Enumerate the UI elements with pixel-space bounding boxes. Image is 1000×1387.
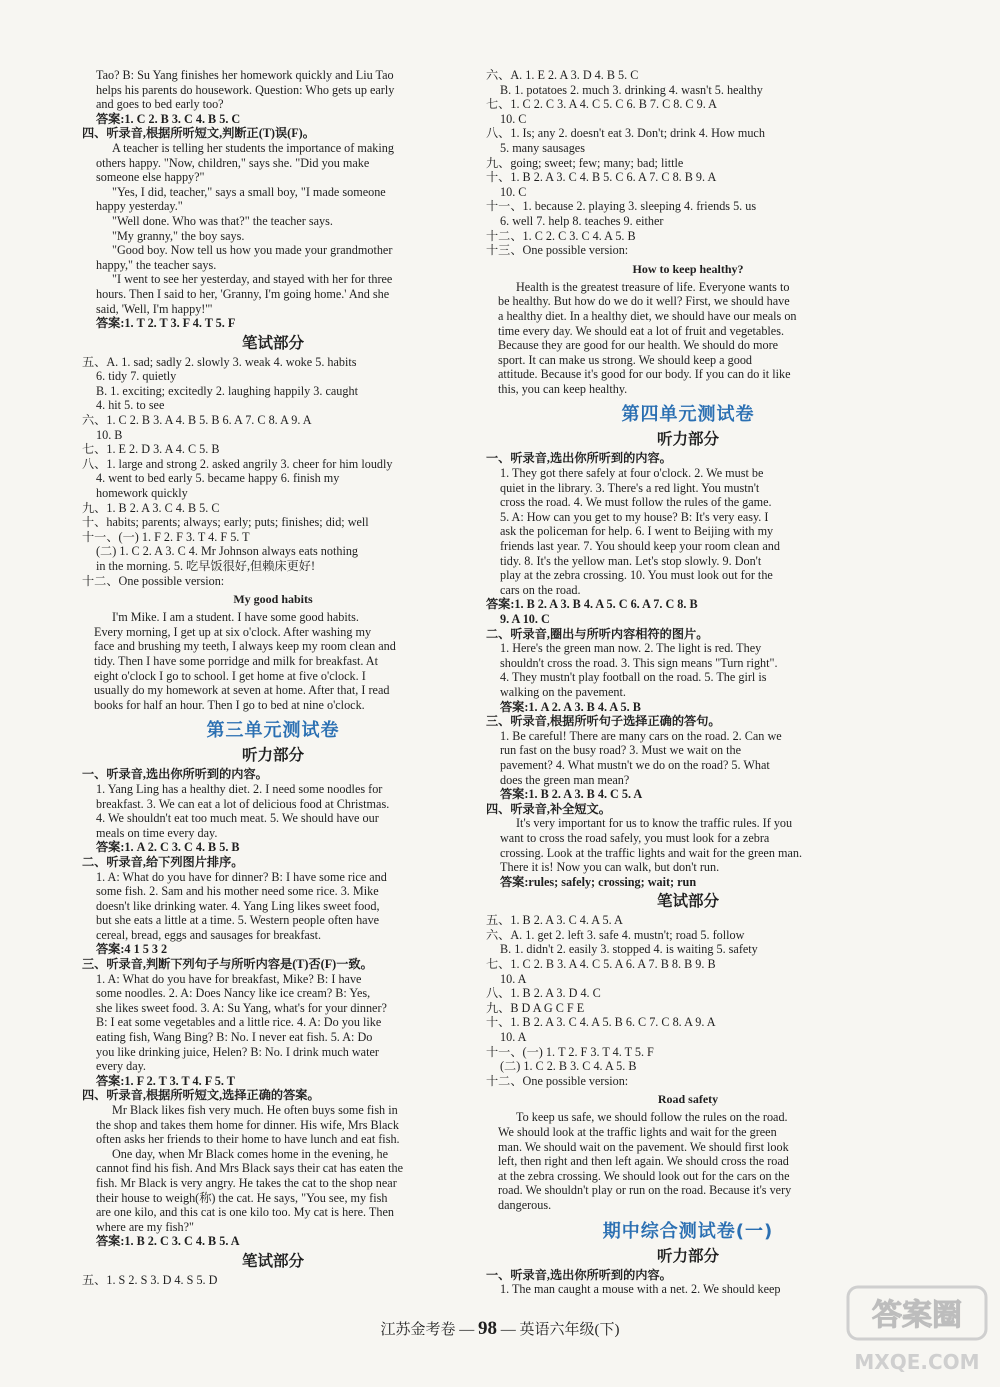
left-text-line: others happy. "Now, children," says she. "Did you make (96, 155, 370, 170)
left-text-line: 五、A. 1. sad; sadly 2. slowly 3. weak 4. woke 5. habits (82, 354, 357, 369)
right-text-line: 十、1. B 2. A 3. C 4. A 5. B 6. C 7. C 8. A 9. A (486, 1015, 716, 1030)
left-text-line: 6. tidy 7. quietly (96, 369, 177, 384)
left-text-line: said, 'Well, I'm happy!'" (96, 301, 213, 316)
left-text-line: you like drinking juice, Helen? B: No. I drink much water (96, 1044, 379, 1059)
left-text-line: eating fish, Wang Bing? B: No. I never eat fish. 5. A: Do (96, 1030, 373, 1045)
right-text-line: 五、1. B 2. A 3. C 4. A 5. A (486, 913, 623, 928)
left-text-line: usually do my homework at seven at home. After that, I read (94, 683, 390, 698)
right-text-line: 9. A 10. C (500, 612, 550, 626)
right-text-line: sport. It can make us strong. We should keep a good (498, 352, 753, 367)
left-text-line: "Well done. Who was that?" the teacher says. (112, 213, 333, 228)
left-section-heading: 听力部分 (241, 746, 304, 765)
left-text-line: (二) 1. C 2. A 3. C 4. Mr Johnson always eats nothing (96, 544, 359, 559)
right-text-line: We should look at the traffic lights and wait for the green (498, 1125, 777, 1139)
left-section-heading: 笔试部分 (241, 1251, 304, 1270)
left-text-line: every day. (96, 1059, 146, 1074)
left-text-line: Mr Black likes fish very much. He often buys some fish in (112, 1103, 398, 1117)
left-text-line: helps his parents do housework. Question: Who gets up early (96, 82, 395, 97)
right-text-line: does the green man mean? (500, 772, 630, 787)
right-text-line: There it is! Now you can walk, but don't run. (500, 860, 720, 875)
left-text-line: Every morning, I get up at six o'clock. After washing my (94, 624, 372, 639)
right-text-line: 四、听录音,补全短文。 (486, 801, 611, 816)
left-text-line: 答案:1. C 2. B 3. C 4. B 5. C (96, 111, 241, 126)
footer-subject: — 英语六年级(下) (500, 1322, 620, 1338)
left-text-line: 二、听录音,给下列图片排序。 (82, 854, 244, 869)
right-text-line: 八、1. B 2. A 3. D 4. C (486, 986, 601, 1001)
left-text-line: and goes to bed early too? (96, 97, 224, 112)
left-text-line: 四、听录音,根据所听短文,判断正(T)误(F)。 (82, 126, 315, 141)
left-text-line: 四、听录音,根据所听短文,选择正确的答案。 (82, 1088, 320, 1103)
right-text-line: B. 1. didn't 2. easily 3. stopped 4. is waiting 5. safety (500, 942, 758, 957)
right-text-line: left, then right and then left again. We should cross the road (498, 1154, 789, 1169)
left-text-line: often asks her friends to their home to have lunch and eat fish. (96, 1132, 400, 1147)
left-text-line: are one kilo, and this cat is one kilo too. My cat is here. Then (96, 1205, 394, 1220)
page-number: 98 (478, 1318, 497, 1339)
left-text-line: 三、听录音,判断下列句子与所听内容是(T)否(F)一致。 (82, 957, 373, 972)
right-text-line: man. We should wait on the pavement. We should first look (498, 1139, 789, 1154)
left-text-line: fish. Mr Black is very angry. He takes the cat to the shop near (96, 1175, 397, 1190)
left-text-line: eight o'clock I go to school. I get home at five o'clock. I (94, 668, 366, 683)
right-text-line: Health is the greatest treasure of life. Everyone wants to (516, 279, 790, 294)
right-text-line: run fast on the busy road? 3. Must we wait on the (500, 743, 741, 758)
left-text-line: 1. A: What do you have for dinner? B: I have some rice and (96, 869, 387, 884)
right-section-heading: 听力部分 (656, 1246, 719, 1265)
right-text-line: at the zebra crossing. We should look out for the cars on the (498, 1168, 790, 1183)
right-column (486, 68, 890, 1297)
left-text-line: I'm Mike. I am a student. I have some good habits. (112, 610, 359, 625)
left-text-line: the shop and takes them home for dinner. His wife, Mrs Black (96, 1117, 399, 1132)
left-text-line: 4. hit 5. to see (96, 398, 165, 413)
left-text-line: face and brushing my teeth, I always keep my room clean and (94, 639, 396, 654)
right-text-line: 一、听录音,选出你所听到的内容。 (486, 1267, 672, 1282)
right-text-line: 1. Here's the green man now. 2. The light is red. They (500, 641, 762, 656)
right-text-line: tidy. 8. It's the yellow man. Let's stop slowly. 9. Don't (500, 553, 762, 568)
left-text-line: 1. A: What do you have for breakfast, Mike? B: I have (96, 971, 362, 986)
left-text-line: "My granny," the boy says. (112, 228, 245, 243)
right-text-line: 十二、One possible version: (486, 1073, 629, 1088)
left-text-line: someone else happy?" (96, 170, 205, 185)
right-text-line: crossing. Look at the traffic lights and wait for the green man. (500, 845, 803, 860)
right-text-line: 十一、(一) 1. T 2. F 3. T 4. T 5. F (486, 1044, 654, 1059)
right-text-line: 1. The man caught a mouse with a net. 2. We should keep (500, 1282, 781, 1297)
right-text-line: 4. They mustn't play football on the road. 5. The girl is (500, 670, 767, 685)
right-text-line: 十三、One possible version: (486, 243, 629, 258)
right-text-line: cars on the road. (500, 582, 581, 597)
left-text-line: 1. Yang Ling has a healthy diet. 2. I need some noodles for (96, 781, 383, 796)
right-text-line: 九、going; sweet; few; many; bad; little (486, 155, 684, 170)
left-text-line: 答案:1. B 2. C 3. C 4. B 5. A (96, 1234, 240, 1249)
right-text-line: quiet in the library. 3. There's a red light. You mustn't (500, 480, 760, 495)
footer-book-title: 江苏金考卷 — (380, 1322, 475, 1338)
right-text-line: 二、听录音,圈出与所听内容相符的图片。 (486, 626, 709, 641)
left-text-line: 答案:1. T 2. T 3. F 4. T 5. F (96, 316, 236, 331)
left-text-line: some noodles. 2. A: Does Nancy like ice cream? B: Yes, (96, 986, 371, 1001)
left-text-line: 六、1. C 2. B 3. A 4. B 5. B 6. A 7. C 8. A 9. A (82, 413, 312, 428)
left-text-line: happy yesterday." (96, 199, 183, 214)
right-unit-banner: 第四单元测试卷 (621, 404, 755, 426)
left-section-heading: 笔试部分 (241, 333, 304, 352)
right-text-line: cross the road. 4. We must follow the rules of the game. (500, 495, 772, 510)
right-text-line: dangerous. (498, 1197, 552, 1212)
left-column (82, 68, 464, 1288)
right-text-line: 七、1. C 2. C 3. A 4. C 5. C 6. B 7. C 8. C 9. A (486, 97, 717, 112)
right-text-line: To keep us safe, we should follow the rules on the road. (516, 1110, 788, 1125)
left-text-line: homework quickly (96, 486, 188, 501)
right-text-line: a healthy diet. In a healthy diet, we should have our meals on (498, 308, 797, 323)
right-text-line: 答案:1. B 2. A 3. B 4. C 5. A (500, 787, 643, 802)
left-essay-title: My good habits (233, 592, 313, 607)
right-text-line: 答案:rules; safely; crossing; wait; run (500, 874, 697, 889)
right-text-line: be healthy. But how do we do it well? First, we should have (498, 294, 790, 309)
right-text-line: 5. many sausages (500, 140, 585, 155)
left-text-line: she likes sweet food. 3. A: Su Yang, what's for your dinner? (96, 1000, 387, 1015)
left-text-line: some fish. 2. Sam and his mother need some rice. 3. Mike (96, 884, 379, 899)
right-text-line: 三、听录音,根据所听句子选择正确的答句。 (486, 714, 721, 729)
left-text-line: Tao? B: Su Yang finishes her homework quickly and Liu Tao (96, 68, 394, 82)
left-text-line: 五、1. S 2. S 3. D 4. S 5. D (82, 1272, 218, 1287)
left-text-line: 十二、One possible version: (82, 573, 225, 588)
right-text-line: B. 1. potatoes 2. much 3. drinking 4. wasn't 5. healthy (500, 82, 763, 97)
left-text-line: 一、听录音,选出你所听到的内容。 (82, 767, 268, 782)
left-unit-banner: 第三单元测试卷 (206, 720, 340, 742)
right-text-line: 答案:1. A 2. A 3. B 4. A 5. B (500, 699, 641, 714)
left-text-line: books for half an hour. Then I go to bed at nine o'clock. (94, 697, 365, 712)
watermark-logo (842, 1273, 992, 1383)
left-text-line: "I went to see her yesterday, and stayed with her for three (112, 272, 393, 287)
left-text-line: "Good boy. Now tell us how you made your grandmother (112, 243, 393, 258)
watermark-url: MXQE.COM (854, 1350, 980, 1374)
right-text-line: pavement? 4. What mustn't we do on the road? 5. What (500, 757, 770, 772)
right-text-line: Because they are good for our health. We should do more (498, 338, 779, 353)
left-text-line: 十一、(一) 1. F 2. F 3. T 4. F 5. T (82, 529, 250, 544)
left-text-line: hours. Then I said to her, 'Granny, I'm going home.' And she (96, 286, 390, 301)
right-text-line: 十一、1. because 2. playing 3. sleeping 4. friends 5. us (486, 199, 757, 214)
right-text-line: play at the zebra crossing. 10. You must look out for the (500, 568, 773, 583)
left-text-line: their house to weigh(称) the cat. He says, "You see, my fish (96, 1190, 388, 1205)
right-section-heading: 听力部分 (656, 430, 719, 449)
right-text-line: 十二、1. C 2. C 3. C 4. A 5. B (486, 228, 636, 243)
right-text-line: this, you can keep healthy. (498, 381, 628, 396)
right-text-line: 六、A. 1. E 2. A 3. D 4. B 5. C (486, 68, 639, 82)
left-text-line: "Yes, I did, teacher," says a small boy, "I made someone (112, 184, 386, 199)
right-text-line: 答案:1. B 2. A 3. B 4. A 5. C 6. A 7. C 8. B (486, 597, 698, 612)
right-text-line: time every day. We should eat a lot of fruit and vegetables. (498, 323, 785, 338)
right-text-line: 一、听录音,选出你所听到的内容。 (486, 451, 672, 466)
right-text-line: 六、A. 1. get 2. left 3. safe 4. mustn't; road 5. follow (486, 927, 745, 942)
left-text-line: B: I eat some vegetables and a little rice. 4. A: Do you like (96, 1015, 382, 1030)
right-text-line: 10. A (500, 1030, 527, 1045)
left-text-line: 八、1. large and strong 2. asked angrily 3. cheer for him loudly (82, 456, 393, 471)
left-text-line: 答案:4 1 5 3 2 (96, 942, 168, 957)
left-text-line: 答案:1. A 2. C 3. C 4. B 5. B (96, 840, 240, 855)
right-text-line: It's very important for us to know the traffic rules. If you (516, 816, 793, 831)
watermark-text: 答案圈 (872, 1298, 962, 1333)
left-text-line: 10. B (96, 427, 123, 442)
right-section-heading: 笔试部分 (656, 892, 719, 911)
left-text-line: One day, when Mr Black comes home in the evening, he (112, 1146, 389, 1161)
right-text-line: 十、1. B 2. A 3. C 4. B 5. C 6. A 7. C 8. B 9. A (486, 170, 717, 185)
left-text-line: 答案:1. F 2. T 3. T 4. F 5. T (96, 1073, 235, 1088)
left-text-line: 九、1. B 2. A 3. C 4. B 5. C (82, 500, 220, 515)
right-text-line: 10. C (500, 184, 527, 199)
left-text-line: where are my fish?" (96, 1219, 195, 1234)
left-text-line: happy," the teacher says. (96, 257, 217, 272)
left-text-line: A teacher is telling her students the importance of making (112, 140, 394, 155)
right-text-line: want to cross the road safely, you must look for a zebra (500, 830, 770, 845)
right-text-line: 10. A (500, 971, 527, 986)
right-text-line: 6. well 7. help 8. teaches 9. either (500, 213, 664, 228)
left-text-line: 4. We shouldn't eat too much meat. 5. We should have our (96, 811, 379, 826)
right-text-line: attitude. Because it's good for our body. If you can do it like (498, 367, 791, 382)
left-text-line: 七、1. E 2. D 3. A 4. C 5. B (82, 442, 220, 457)
left-text-line: in the morning. 5. 吃早饭很好,但赖床更好! (96, 559, 316, 573)
left-text-line: 4. went to bed early 5. became happy 6. finish my (96, 471, 340, 486)
left-text-line: cereal, bread, eggs and sausages for breakfast. (96, 927, 322, 942)
left-text-line: but she eats a little at a time. 5. Western people often have (96, 913, 380, 928)
right-text-line: (二) 1. C 2. B 3. C 4. A 5. B (500, 1059, 637, 1074)
left-text-line: B. 1. exciting; excitedly 2. laughing happily 3. caught (96, 383, 358, 398)
left-text-line: doesn't like drinking water. 4. Yang Ling likes sweet food, (96, 898, 380, 913)
right-text-line: 1. Be careful! There are many cars on the road. 2. Can we (500, 728, 782, 743)
right-text-line: 10. C (500, 111, 527, 126)
right-text-line: walking on the pavement. (500, 684, 626, 699)
right-text-line: 1. They got there safely at four o'clock. 2. We must be (500, 466, 764, 481)
right-text-line: 5. A: How can you get to my house? B: It's very easy. I (500, 509, 769, 524)
right-text-line: friends last year. 7. You should keep your room clean and (500, 539, 780, 554)
right-text-line: road. We shouldn't play or run on the road. Because it's very (498, 1183, 792, 1198)
right-essay-title: How to keep healthy? (632, 261, 744, 276)
left-text-line: tidy. Then I have some porridge and milk for breakfast. At (94, 653, 378, 668)
left-text-line: cannot find his fish. And Mrs Black says their cat has eaten the (96, 1161, 403, 1176)
right-text-line: 七、1. C 2. B 3. A 4. C 5. A 6. A 7. B 8. B 9. B (486, 957, 716, 972)
right-unit-banner: 期中综合测试卷(一) (602, 1220, 774, 1242)
right-text-line: 八、1. Is; any 2. doesn't eat 3. Don't; drink 4. How much (486, 126, 765, 141)
left-text-line: 十、habits; parents; always; early; puts; finishes; did; well (82, 515, 369, 530)
right-text-line: ask the policeman for help. 6. I went to Beijing with my (500, 524, 774, 539)
right-text-line: shouldn't cross the road. 3. This sign means "Turn right". (500, 655, 778, 670)
left-text-line: meals on time every day. (96, 825, 218, 840)
right-text-line: 九、B D A G C F E (486, 1000, 585, 1015)
left-text-line: breakfast. 3. We can eat a lot of delicious food at Christmas. (96, 796, 390, 811)
right-essay-title: Road safety (657, 1092, 719, 1107)
